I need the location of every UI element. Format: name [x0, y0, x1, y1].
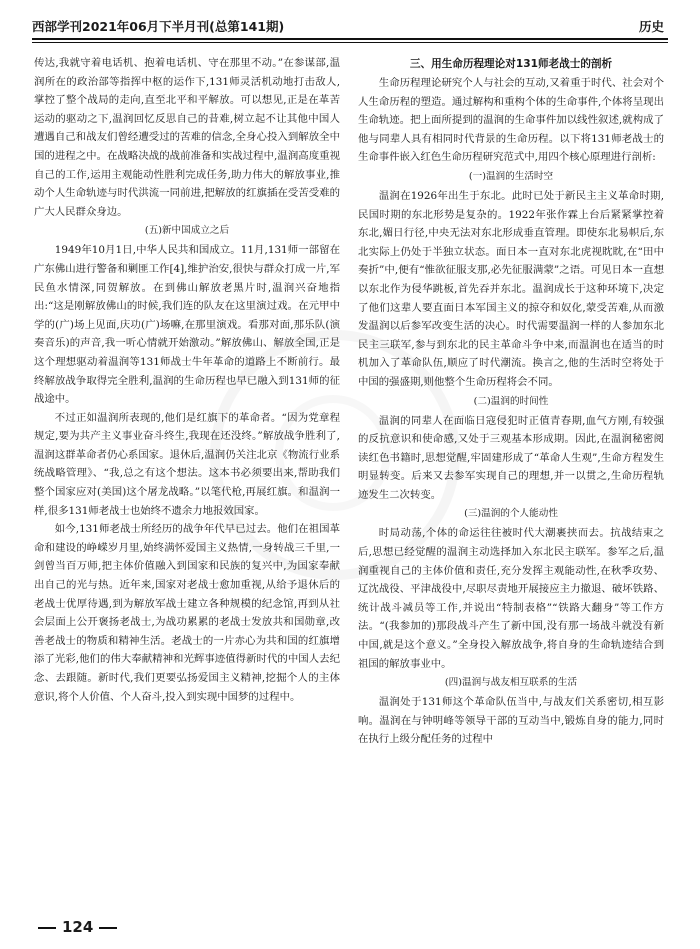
running-header: [32, 14, 668, 36]
body-paragraph: 1949年10月1日,中华人民共和国成立。11月,131师一部留在广东佛山进行警备和剿匪工作[4],维护治安,很快与群众打成一片,军民鱼水情深,同贺解放。在到佛山解放老黑片时,温润兴奋地指出:“这是刚解放佛山的时候,我们连的队友在这里演过戏。在元甲中学的(广)场上见面,庆功(广)场嘛,在那里演戏。看那对面,那乐队(演奏音乐)的声音,我一听心情就开始激动。”解放佛山、解放全国,正是这个理想驱动着温润等131师战士牛年革命的道路上不断前行。最终解放战争取得完全胜利,温润的生命历程也早已融入到131师的征战途中。: [34, 244, 340, 406]
section-heading: 三、用生命历程理论对131师老战士的剖析: [409, 58, 613, 70]
body-paragraph: 如今,131师老战士所经历的战争年代早已过去。他们在祖国革命和建设的峥嵘岁月里,始终满怀爱国主义热情,一身转战三千里,一剑曾当百万师,把主体价值融入到国家和民族的复兴中,为国家奉献出自己的光与热。近年来,国家对老战士愈加重视,从给予退休后的老战士优厚待遇,到为解放军战士建立各种规模的纪念馆,再到从社会层面上公开褒扬老战士,为战功累累的老战士发放共和国勋章,改善老战士的物质和精神生活。老战士的一片赤心为共和国的红旗增添了光彩,他们的伟大奉献精神和光辉事迹值得新时代的中国人去纪念、去跟随。新时代,我们更要弘扬爱国主义精神,挖掘个人的主体意识,将个人价值、个人奋斗,投入到实现中国梦的过程中。: [34, 523, 340, 703]
header-rule-thin: [32, 42, 668, 43]
subsection-heading: (二)温润的时间性: [473, 395, 549, 407]
footer-dash: [99, 927, 117, 929]
body-paragraph: 温润在1926年出生于东北。此时已处于新民主主义革命时期,民国时期的东北形势是复杂的。1922年张作霖上台后紧紧掌控着东北,媚日行径,中央无法对东北形成垂直管理。即使东北易帜后,东北实际上仍处于半独立状态。面日本一直对东北虎视眈眈,在“田中奏折”中,便有“惟欲征服支那,必先征服满蒙”之语。可见日本一直想以东北作为侵华跳板,首先吞并东北。温润成长于这种环境下,决定了他们这辈人要直面日本军国主义的掠夺和奴化,蒙受苦难,从而激发温润以后参军改变生活的决心。时代需要温润一样的人参加东北民主三联军,参与到东北的民主革命斗争中来,而温润也在适当的时机加入了革命队伍,顺应了时代潮流。换言之,他的生活时空将处于中国的强盛期,则他整个生命历程将会不同。: [358, 189, 664, 388]
body-paragraph: 传达,我就守着电话机、抱着电话机、守在那里不动。”在参谋部,温润所在的政治部等指挥中枢的运作下,131师灵活机动地打击敌人,掌控了整个战局的走向,直至北平和平解放。可以想见,正是在革苦运动的驱动之下,温润回忆反思自己的昔难,树立起不让其他中国人遭遇自己和战友们曾经遭受过的苦难的信念,全身心投入到解放全中国的进程之中。在战略决战的战前准备和实战过程中,温润高度重视自己的工作,运用主观能动性胜利完成任务,助力伟大的解放事业,推动个人生命轨迹与时代洪流一同前进,把解放的红旗插在受苦受难的广大人民群众身边。: [34, 57, 340, 218]
subsection-heading: (四)温润与战友相互联系的生活: [444, 677, 578, 689]
page-footer: [32, 918, 123, 936]
body-paragraph: 温润的同辈人在面临日寇侵犯时正值青春期,血气方刚,有较强的反抗意识和使命感,又处于三观基本形成期。因此,在温润秘密阅读红色书籍时,思想觉醒,牢固建形成了“革命人生观”,生命方程发生明显转变。后来又去参军实现自己的理想,并一以贯之,生命历程轨迹发生二次转变。: [358, 414, 664, 501]
section-label: 历史: [638, 19, 664, 34]
subsection-heading: (三)温润的个人能动性: [464, 508, 558, 520]
subsection-heading: (一)温润的生活时空: [468, 170, 554, 182]
subsection-heading: (五)新中国成立之后: [144, 225, 230, 237]
body-paragraph: 温润处于131师这个革命队伍当中,与战友们关系密切,相互影响。温润在与钟明峰等领导干部的互动当中,锻炼自身的能力,同时在执行上级分配任务的过程中: [358, 696, 664, 746]
body-paragraph: 不过正如温润所表现的,他们是红旗下的革命者。“因为党章程规定,要为共产主义事业奋斗终生,我现在还没终。”解放战争胜利了,温润这群革命者仍心系国家。退休后,温润仍关注北京《物流行业系统战略管理》、“我,总之有这个想法。这本书必须要出来,帮助我们整个国家应对(美国)这个屠龙战略。”以笔代枪,再展红旗。和温润一样,很多131师老战士也始终不遗余力地报效国家。: [34, 411, 340, 517]
footer-dash: [38, 927, 56, 929]
left-column: [34, 54, 340, 706]
page-number: 124: [62, 918, 94, 936]
body-paragraph: 生命历程理论研究个人与社会的互动,又着重于时代、社会对个人生命历程的塑造。通过解构和重构个体的生命事件,个体将呈现出生命轨迹。把上面所提到的温润的生命事件加以线性叙述,就构成了他与同辈人具有相同时代背景的生命历程。以下将131师老战士的生命事件嵌入红色生命历程研究范式中,用四个核心原理进行剖析:: [358, 77, 664, 164]
body-paragraph: 时局动荡,个体的命运往往被时代大潮裹挟而去。抗战结束之后,思想已经觉醒的温润主动选择加入东北民主联军。参军之后,温润重视自己的主体价值和责任,充分发挥主观能动性,在秋季攻势、辽沈战役、平津战役中,尽职尽责地开展接应主力撤退、破坏铁路、统计战斗减员等工作,并说出“特制表格”“铁路大翻身”等工作方法。“(我参加的)那段战斗产生了新中国,没有那一场战斗就没有新中国,就是这个意义。”全身投入解放战争,将自身的生命轨迹结合到祖国的解放事业中。: [358, 527, 664, 670]
header-rule: [32, 38, 668, 40]
right-column: [358, 54, 664, 749]
journal-title: 西部学刊2021年06月下半月刊(总第141期): [32, 19, 285, 34]
